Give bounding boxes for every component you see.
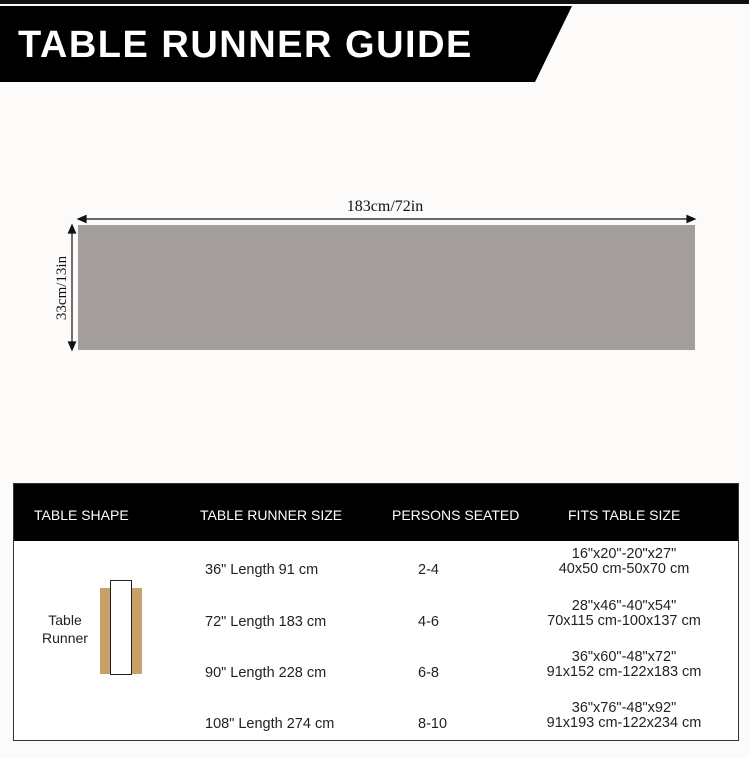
header-persons-seated: PERSONS SEATED: [392, 507, 520, 523]
width-label: 33cm/13in: [54, 255, 70, 321]
length-arrow-left: [78, 216, 86, 223]
header-table-shape: TABLE SHAPE: [34, 507, 129, 523]
length-label: 183cm/72in: [346, 198, 424, 215]
header-runner-size: TABLE RUNNER SIZE: [200, 507, 343, 523]
table-header: [14, 484, 738, 541]
width-arrow-top: [69, 225, 76, 233]
table-right-edge: [132, 588, 142, 674]
length-arrow-right: [687, 216, 695, 223]
size-table: TABLE SHAPE TABLE RUNNER SIZE PERSONS SEATED FITS TABLE SIZE Table Runner 36" Length 91 cm 2-4 16"x20"-20"x27" 40x50 cm-50x70 cm 72" Length 183 cm 4-6 28"x46"-40"x54" 70x115 cm-100x137 cm 90" Length 228 cm 6-8 36"x60"-48"x72" 91x152 cm-122x183 cm 108" Length 274 cm 8-10 36"x76"-48"x92" 91x193 cm-122x234 cm: [13, 483, 739, 741]
width-arrow-bottom: [69, 342, 76, 350]
table-shape-label: Table Runner: [42, 612, 88, 646]
header-fits-table-size: FITS TABLE SIZE: [568, 507, 681, 523]
table-runner-icon: [110, 580, 132, 675]
page-title: TABLE RUNNER GUIDE: [18, 24, 473, 66]
table-left-edge: [100, 588, 110, 674]
